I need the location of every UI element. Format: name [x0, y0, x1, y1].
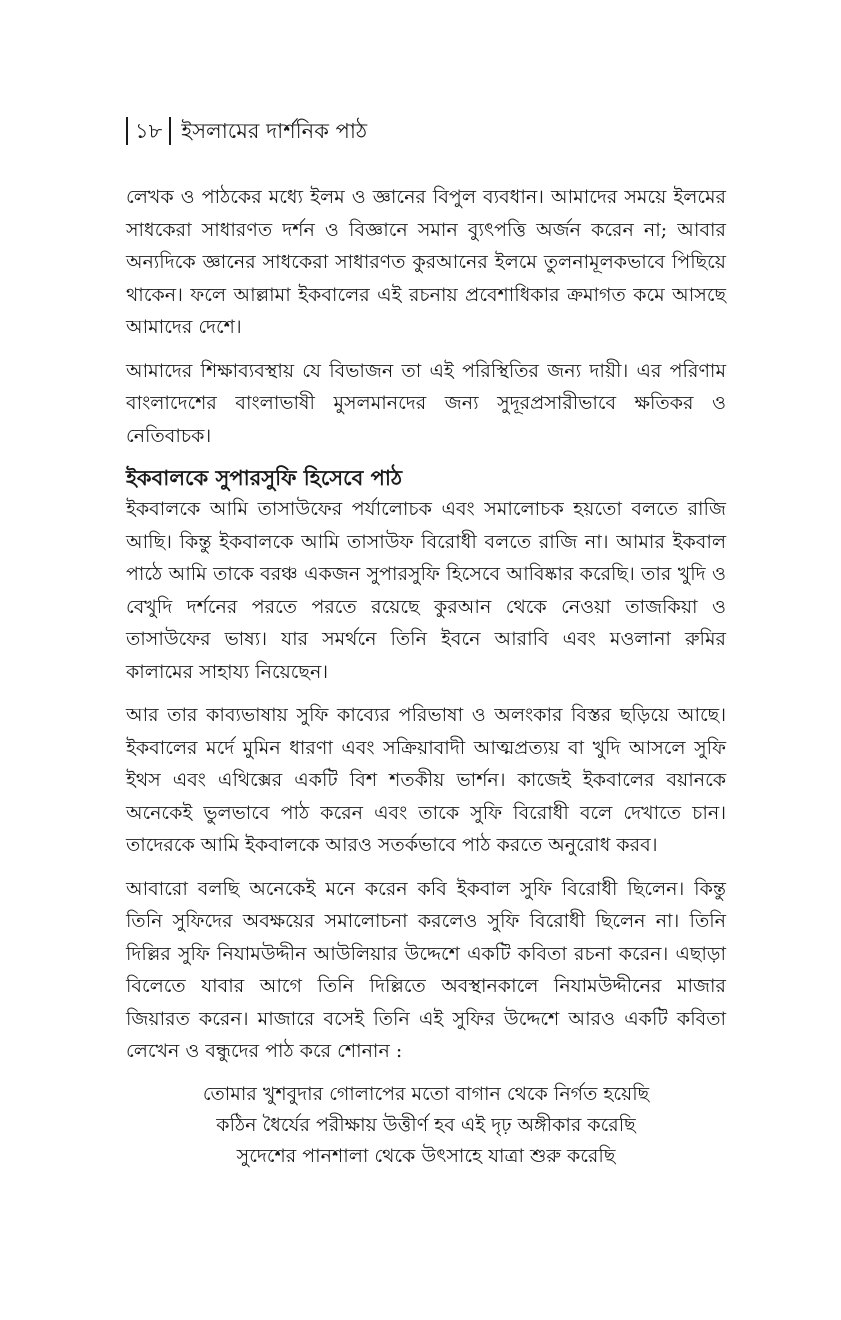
verse-line: কঠিন ধৈর্যের পরীক্ষায় উত্তীর্ণ হব এই দৃঢ় অঙ্গীকার করেছি [216, 1113, 636, 1136]
verse-block [126, 1079, 726, 1172]
section-heading: ইকবালকে সুপারসুফি হিসেবে পাঠ [126, 465, 403, 490]
page-number: ১৮ [135, 119, 163, 143]
book-page [126, 0, 726, 1320]
running-header [126, 116, 367, 146]
paragraph: আমাদের শিক্ষাব্যবস্থায় যে বিভাজন তা এই পরিস্থিতির জন্য দায়ী। এর পরিণাম বাংলাদেশের বাংলাভাষী মুসলমানদের জন্য সুদূরপ্রসারীভাবে ক্ষতিকর ও নেতিবাচক। [126, 359, 726, 447]
verse-line: তোমার খুশবুদার গোলাপের মতো বাগান থেকে নির্গত হয়েছি [202, 1082, 650, 1105]
book-title: ইসলামের দার্শনিক পাঠ [181, 119, 368, 143]
paragraph: আর তার কাব্যভাষায় সুফি কাব্যের পরিভাষা ও অলংকার বিস্তর ছড়িয়ে আছে। ইকবালের মর্দে মুমিন ধারণা এবং সক্রিয়াবাদী আত্মপ্রত্যয় বা খুদি আসলে সুফি ইথস এবং এথিক্সের একটি বিশ শতকীয় ভার্শন। কাজেই ইকবালের বয়ানকে অনেকেই ভুলভাবে পাঠ করেন এবং তাকে সুফি বিরোধী বলে দেখাতে চান। তাদেরকে আমি ইকবালকে আরও সতর্কভাবে পাঠ করতে অনুরোধ করব। [126, 704, 726, 856]
paragraph: ইকবালকে আমি তাসাউফের পর্যালোচক এবং সমালোচক হয়তো বলতে রাজি আছি। কিন্তু ইকবালকে আমি তাসাউফ বিরোধী বলতে রাজি না। আমার ইকবাল পাঠে আমি তাকে বরঞ্চ একজন সুপারসুফি হিসেবে আবিষ্কার করেছি। তার খুদি ও বেখুদি দর্শনের পরতে পরতে রয়েছে কুরআন থেকে নেওয়া তাজকিয়া ও তাসাউফের ভাষ্য। যার সমর্থনে তিনি ইবনে আরাবি এবং মওলানা রুমির কালামের সাহায্য নিয়েছেন। [126, 498, 726, 683]
body-text [126, 181, 726, 1172]
paragraph: আবারো বলছি অনেকেই মনে করেন কবি ইকবাল সুফি বিরোধী ছিলেন। কিন্তু তিনি সুফিদের অবক্ষয়ের সমালোচনা করলেও সুফি বিরোধী ছিলেন না। তিনি দিল্লির সুফি নিযামউদ্দীন আউলিয়ার উদ্দেশে একটি কবিতা রচনা করেন। এছাড়া বিলেতে যাবার আগে তিনি দিল্লিতে অবস্থানকালে নিযামউদ্দীনের মাজার জিয়ারত করেন। মাজারে বসেই তিনি এই সুফির উদ্দেশে আরও একটি কবিতা লেখেন ও বন্ধুদের পাঠ করে শোনান : [126, 877, 726, 1062]
paragraph: লেখক ও পাঠকের মধ্যে ইলম ও জ্ঞানের বিপুল ব্যবধান। আমাদের সময়ে ইলমের সাধকেরা সাধারণত দর্শন ও বিজ্ঞানে সমান ব্যুৎপত্তি অর্জন করেন না; আবার অন্যদিকে জ্ঞানের সাধকেরা সাধারণত কুরআনের ইলমে তুলনামূলকভাবে পিছিয়ে থাকেন। ফলে আল্লামা ইকবালের এই রচনায় প্রবেশাধিকার ক্রমাগত কমে আসছে আমাদের দেশে। [126, 186, 726, 338]
verse-line: সুদেশের পানশালা থেকে উৎসাহে যাত্রা শুরু করেছি [236, 1144, 616, 1167]
